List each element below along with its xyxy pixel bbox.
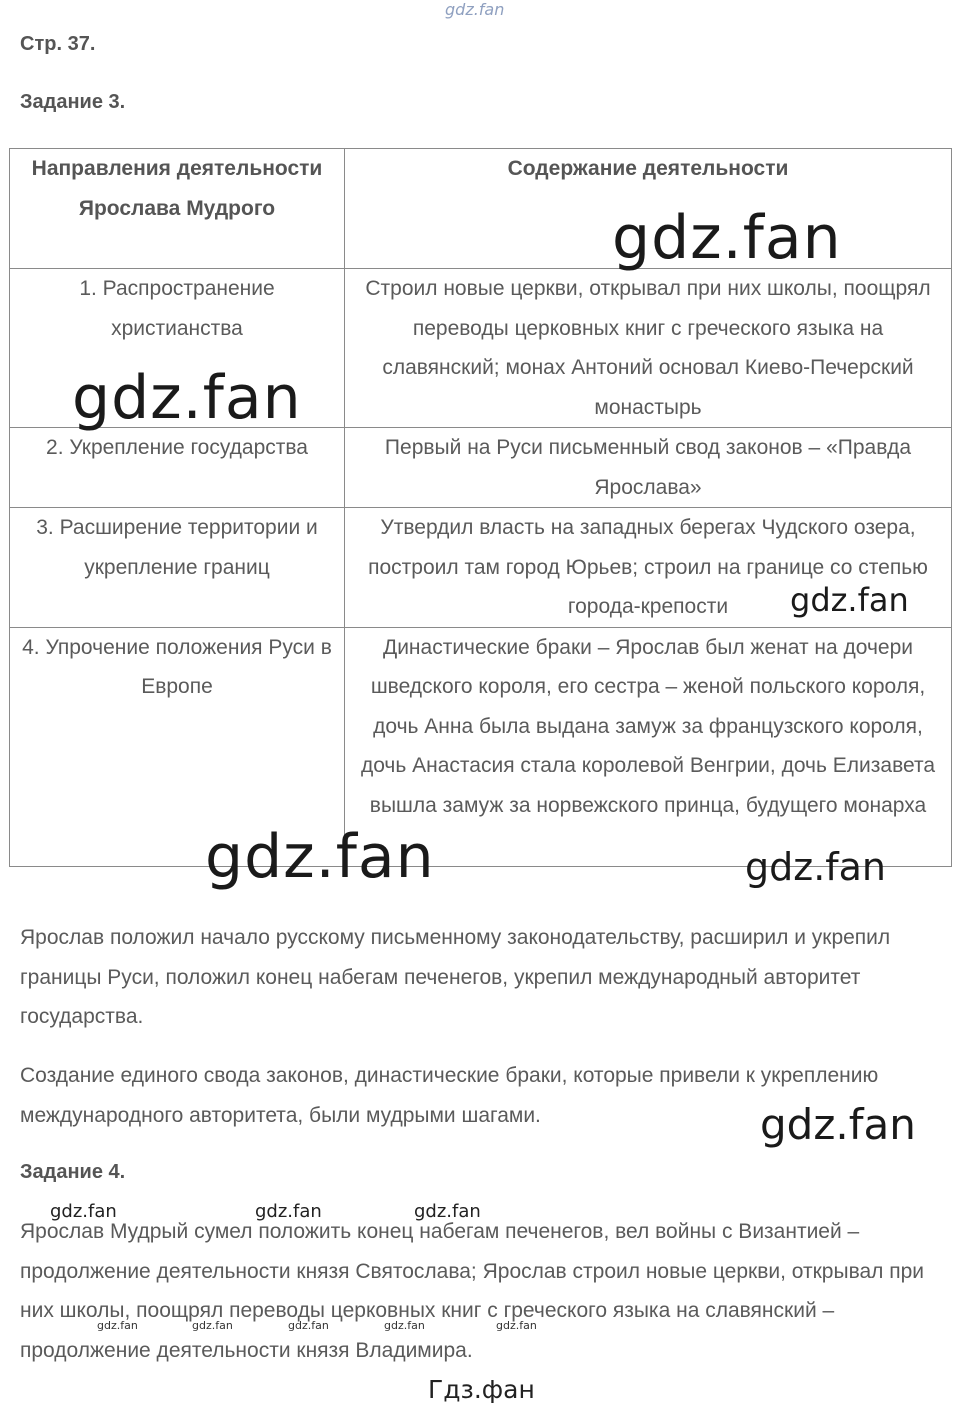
watermark: gdz.fan bbox=[496, 1319, 537, 1332]
watermark: gdz.fan bbox=[192, 1319, 233, 1332]
row1-content: Строил новые церкви, открывал при них школы, поощрял переводы церковных книг с греческого языка на славянский; монах Антоний основал Киево-Печерский монастырь bbox=[345, 269, 952, 428]
task4-paragraph: Ярослав Мудрый сумел положить конец набегам печенегов, вел войны с Византией – продолжение деятельности князя Святослава; Ярослав строил новые церкви, открывал при них школы, поощрял переводы церковных книг с греческого языка на славянский – продолжение деятельности князя Владимира. bbox=[20, 1220, 925, 1362]
watermark: gdz.fan bbox=[760, 1100, 916, 1149]
page-reference: Стр. 37. bbox=[20, 33, 96, 55]
task3-paragraph-2: Создание единого свода законов, династические браки, которые привели к укреплению международного авторитета, были мудрыми шагами. bbox=[20, 1064, 879, 1127]
row3-content: Утвердил власть на западных берегах Чудского озера, построил там город Юрьев; строил на границе со степью города-крепости bbox=[345, 508, 952, 628]
row2-direction: 2. Укрепление государства bbox=[10, 428, 345, 508]
row2-content: Первый на Руси письменный свод законов – «Правда Ярослава» bbox=[345, 428, 952, 508]
watermark: gdz.fan bbox=[255, 1201, 322, 1222]
row3-direction: 3. Расширение территории и укрепление границ bbox=[10, 508, 345, 628]
watermark: gdz.fan bbox=[288, 1319, 329, 1332]
header-content: Содержание деятельности bbox=[345, 149, 952, 269]
header-directions: Направления деятельности Ярослава Мудрого bbox=[10, 149, 345, 269]
task3-title: Задание 3. bbox=[20, 91, 126, 113]
row4-direction: 4. Упрочение положения Руси в Европе bbox=[10, 627, 345, 866]
watermark: gdz.fan bbox=[790, 581, 909, 619]
watermark: gdz.fan bbox=[72, 363, 302, 433]
watermark-bottom: Гдз.фан bbox=[428, 1375, 535, 1404]
watermark: gdz.fan bbox=[97, 1319, 138, 1332]
watermark: gdz.fan bbox=[612, 203, 842, 273]
watermark-top: gdz.fan bbox=[445, 0, 505, 19]
watermark: gdz.fan bbox=[50, 1201, 117, 1222]
task3-paragraph-1: Ярослав положил начало русскому письменному законодательству, расширил и укрепил границы Руси, положил конец набегам печенегов, укрепил международный авторитет государства. bbox=[20, 926, 891, 1028]
row1-direction: 1. Распространение христианства bbox=[10, 269, 345, 428]
watermark: gdz.fan bbox=[384, 1319, 425, 1332]
watermark: gdz.fan bbox=[205, 822, 435, 892]
task4-title: Задание 4. bbox=[20, 1161, 126, 1183]
table-row bbox=[10, 627, 952, 866]
table-row bbox=[10, 428, 952, 508]
row4-content: Династические браки – Ярослав был женат на дочери шведского короля, его сестра – женой польского короля, дочь Анна была выдана замуж за французского короля, дочь Анастасия стала королевой Венгрии, дочь Елизавета вышла замуж за норвежского принца, будущего монарха bbox=[345, 627, 952, 866]
watermark: gdz.fan bbox=[414, 1201, 481, 1222]
watermark: gdz.fan bbox=[745, 845, 887, 889]
